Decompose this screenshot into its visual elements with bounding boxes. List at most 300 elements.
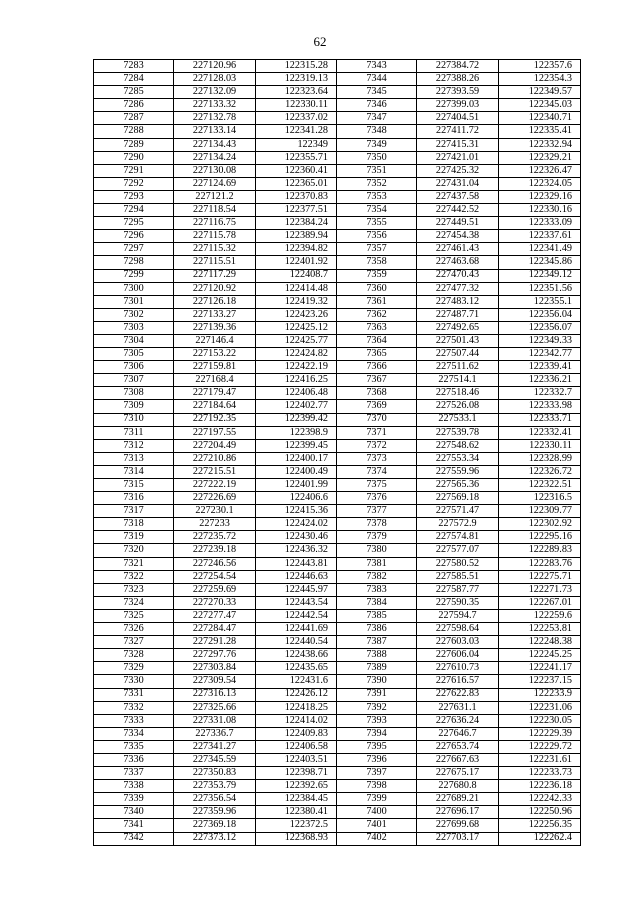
table-row bbox=[94, 204, 581, 217]
x-coordinate-cell: 227146.4 bbox=[174, 334, 256, 347]
x-coordinate-cell: 227345.59 bbox=[174, 753, 256, 766]
y-coordinate-cell: 122326.47 bbox=[499, 164, 581, 177]
table-row bbox=[94, 465, 581, 478]
x-coordinate-cell: 227622.83 bbox=[417, 688, 499, 701]
x-coordinate-cell: 227598.64 bbox=[417, 623, 499, 636]
y-coordinate-cell: 122398.9 bbox=[256, 426, 337, 439]
point-number-cell: 7316 bbox=[94, 492, 174, 505]
x-coordinate-cell: 227133.32 bbox=[174, 99, 256, 112]
y-coordinate-cell: 122245.25 bbox=[499, 649, 581, 662]
x-coordinate-cell: 227449.51 bbox=[417, 217, 499, 230]
point-number-cell: 7327 bbox=[94, 636, 174, 649]
y-coordinate-cell: 122365.01 bbox=[256, 177, 337, 190]
point-number-cell: 7309 bbox=[94, 400, 174, 413]
point-number-cell: 7305 bbox=[94, 348, 174, 361]
point-number-cell: 7359 bbox=[337, 269, 417, 282]
table-row bbox=[94, 387, 581, 400]
x-coordinate-cell: 227421.01 bbox=[417, 151, 499, 164]
y-coordinate-cell: 122345.86 bbox=[499, 256, 581, 269]
x-coordinate-cell: 227539.78 bbox=[417, 426, 499, 439]
table-row bbox=[94, 190, 581, 203]
y-coordinate-cell: 122406.6 bbox=[256, 492, 337, 505]
table-row bbox=[94, 570, 581, 583]
y-coordinate-cell: 122328.99 bbox=[499, 452, 581, 465]
y-coordinate-cell: 122423.26 bbox=[256, 308, 337, 321]
x-coordinate-cell: 227297.76 bbox=[174, 649, 256, 662]
y-coordinate-cell: 122330.11 bbox=[499, 439, 581, 452]
y-coordinate-cell: 122441.69 bbox=[256, 623, 337, 636]
y-coordinate-cell: 122357.6 bbox=[499, 60, 581, 73]
table-row bbox=[94, 452, 581, 465]
x-coordinate-cell: 227230.1 bbox=[174, 505, 256, 518]
point-number-cell: 7303 bbox=[94, 321, 174, 334]
point-number-cell: 7385 bbox=[337, 609, 417, 622]
y-coordinate-cell: 122229.39 bbox=[499, 727, 581, 740]
point-number-cell: 7284 bbox=[94, 73, 174, 86]
point-number-cell: 7335 bbox=[94, 740, 174, 753]
y-coordinate-cell: 122259.6 bbox=[499, 609, 581, 622]
y-coordinate-cell: 122355.71 bbox=[256, 151, 337, 164]
x-coordinate-cell: 227359.96 bbox=[174, 806, 256, 819]
x-coordinate-cell: 227331.08 bbox=[174, 714, 256, 727]
y-coordinate-cell: 122322.51 bbox=[499, 479, 581, 492]
x-coordinate-cell: 227631.1 bbox=[417, 701, 499, 714]
x-coordinate-cell: 227518.46 bbox=[417, 387, 499, 400]
table-row bbox=[94, 177, 581, 190]
y-coordinate-cell: 122384.24 bbox=[256, 217, 337, 230]
x-coordinate-cell: 227159.81 bbox=[174, 361, 256, 374]
point-number-cell: 7301 bbox=[94, 295, 174, 308]
y-coordinate-cell: 122380.41 bbox=[256, 806, 337, 819]
point-number-cell: 7326 bbox=[94, 623, 174, 636]
point-number-cell: 7306 bbox=[94, 361, 174, 374]
table-row bbox=[94, 544, 581, 557]
x-coordinate-cell: 227373.12 bbox=[174, 832, 256, 845]
point-number-cell: 7304 bbox=[94, 334, 174, 347]
table-row bbox=[94, 662, 581, 675]
x-coordinate-cell: 227133.27 bbox=[174, 308, 256, 321]
x-coordinate-cell: 227115.32 bbox=[174, 243, 256, 256]
x-coordinate-cell: 227680.8 bbox=[417, 780, 499, 793]
point-number-cell: 7342 bbox=[94, 832, 174, 845]
point-number-cell: 7348 bbox=[337, 125, 417, 138]
table-row bbox=[94, 413, 581, 426]
table-row bbox=[94, 793, 581, 806]
table-row bbox=[94, 439, 581, 452]
y-coordinate-cell: 122443.54 bbox=[256, 596, 337, 609]
y-coordinate-cell: 122330.16 bbox=[499, 204, 581, 217]
y-coordinate-cell: 122326.72 bbox=[499, 465, 581, 478]
y-coordinate-cell: 122323.64 bbox=[256, 86, 337, 99]
x-coordinate-cell: 227204.49 bbox=[174, 439, 256, 452]
x-coordinate-cell: 227116.75 bbox=[174, 217, 256, 230]
point-number-cell: 7371 bbox=[337, 426, 417, 439]
y-coordinate-cell: 122442.54 bbox=[256, 609, 337, 622]
y-coordinate-cell: 122438.66 bbox=[256, 649, 337, 662]
point-number-cell: 7349 bbox=[337, 138, 417, 151]
y-coordinate-cell: 122426.12 bbox=[256, 688, 337, 701]
point-number-cell: 7334 bbox=[94, 727, 174, 740]
table-row bbox=[94, 374, 581, 387]
point-number-cell: 7388 bbox=[337, 649, 417, 662]
x-coordinate-cell: 227553.34 bbox=[417, 452, 499, 465]
x-coordinate-cell: 227514.1 bbox=[417, 374, 499, 387]
x-coordinate-cell: 227153.22 bbox=[174, 348, 256, 361]
table-row bbox=[94, 308, 581, 321]
point-number-cell: 7285 bbox=[94, 86, 174, 99]
y-coordinate-cell: 122403.51 bbox=[256, 753, 337, 766]
y-coordinate-cell: 122241.17 bbox=[499, 662, 581, 675]
x-coordinate-cell: 227336.7 bbox=[174, 727, 256, 740]
x-coordinate-cell: 227120.92 bbox=[174, 282, 256, 295]
point-number-cell: 7296 bbox=[94, 230, 174, 243]
x-coordinate-cell: 227653.74 bbox=[417, 740, 499, 753]
point-number-cell: 7336 bbox=[94, 753, 174, 766]
point-number-cell: 7292 bbox=[94, 177, 174, 190]
x-coordinate-cell: 227574.81 bbox=[417, 531, 499, 544]
x-coordinate-cell: 227587.77 bbox=[417, 583, 499, 596]
point-number-cell: 7351 bbox=[337, 164, 417, 177]
x-coordinate-cell: 227580.52 bbox=[417, 557, 499, 570]
x-coordinate-cell: 227569.18 bbox=[417, 492, 499, 505]
x-coordinate-cell: 227118.54 bbox=[174, 204, 256, 217]
x-coordinate-cell: 227507.44 bbox=[417, 348, 499, 361]
point-number-cell: 7395 bbox=[337, 740, 417, 753]
table-row bbox=[94, 727, 581, 740]
y-coordinate-cell: 122384.45 bbox=[256, 793, 337, 806]
point-number-cell: 7370 bbox=[337, 413, 417, 426]
x-coordinate-cell: 227120.96 bbox=[174, 60, 256, 73]
x-coordinate-cell: 227239.18 bbox=[174, 544, 256, 557]
y-coordinate-cell: 122408.7 bbox=[256, 269, 337, 282]
y-coordinate-cell: 122418.25 bbox=[256, 701, 337, 714]
point-number-cell: 7293 bbox=[94, 190, 174, 203]
x-coordinate-cell: 227616.57 bbox=[417, 675, 499, 688]
y-coordinate-cell: 122399.42 bbox=[256, 413, 337, 426]
point-number-cell: 7324 bbox=[94, 596, 174, 609]
x-coordinate-cell: 227134.24 bbox=[174, 151, 256, 164]
table-row bbox=[94, 361, 581, 374]
point-number-cell: 7392 bbox=[337, 701, 417, 714]
y-coordinate-cell: 122435.65 bbox=[256, 662, 337, 675]
y-coordinate-cell: 122253.81 bbox=[499, 623, 581, 636]
y-coordinate-cell: 122231.61 bbox=[499, 753, 581, 766]
y-coordinate-cell: 122445.97 bbox=[256, 583, 337, 596]
point-number-cell: 7384 bbox=[337, 596, 417, 609]
x-coordinate-cell: 227501.43 bbox=[417, 334, 499, 347]
y-coordinate-cell: 122262.4 bbox=[499, 832, 581, 845]
table-row bbox=[94, 832, 581, 845]
table-row bbox=[94, 479, 581, 492]
point-number-cell: 7387 bbox=[337, 636, 417, 649]
point-number-cell: 7323 bbox=[94, 583, 174, 596]
x-coordinate-cell: 227689.21 bbox=[417, 793, 499, 806]
y-coordinate-cell: 122230.05 bbox=[499, 714, 581, 727]
point-number-cell: 7314 bbox=[94, 465, 174, 478]
point-number-cell: 7339 bbox=[94, 793, 174, 806]
point-number-cell: 7287 bbox=[94, 112, 174, 125]
point-number-cell: 7355 bbox=[337, 217, 417, 230]
y-coordinate-cell: 122236.18 bbox=[499, 780, 581, 793]
point-number-cell: 7367 bbox=[337, 374, 417, 387]
table-row bbox=[94, 780, 581, 793]
table-row bbox=[94, 426, 581, 439]
x-coordinate-cell: 227124.69 bbox=[174, 177, 256, 190]
x-coordinate-cell: 227572.9 bbox=[417, 518, 499, 531]
y-coordinate-cell: 122406.58 bbox=[256, 740, 337, 753]
table-row bbox=[94, 806, 581, 819]
point-number-cell: 7357 bbox=[337, 243, 417, 256]
x-coordinate-cell: 227233 bbox=[174, 518, 256, 531]
y-coordinate-cell: 122332.94 bbox=[499, 138, 581, 151]
point-number-cell: 7346 bbox=[337, 99, 417, 112]
point-number-cell: 7299 bbox=[94, 269, 174, 282]
x-coordinate-cell: 227115.51 bbox=[174, 256, 256, 269]
x-coordinate-cell: 227565.36 bbox=[417, 479, 499, 492]
y-coordinate-cell: 122415.36 bbox=[256, 505, 337, 518]
x-coordinate-cell: 227316.13 bbox=[174, 688, 256, 701]
x-coordinate-cell: 227132.78 bbox=[174, 112, 256, 125]
y-coordinate-cell: 122271.73 bbox=[499, 583, 581, 596]
table-row bbox=[94, 596, 581, 609]
y-coordinate-cell: 122256.35 bbox=[499, 819, 581, 832]
x-coordinate-cell: 227259.69 bbox=[174, 583, 256, 596]
y-coordinate-cell: 122329.21 bbox=[499, 151, 581, 164]
x-coordinate-cell: 227192.35 bbox=[174, 413, 256, 426]
y-coordinate-cell: 122414.02 bbox=[256, 714, 337, 727]
point-number-cell: 7283 bbox=[94, 60, 174, 73]
y-coordinate-cell: 122275.71 bbox=[499, 570, 581, 583]
y-coordinate-cell: 122424.02 bbox=[256, 518, 337, 531]
y-coordinate-cell: 122370.83 bbox=[256, 190, 337, 203]
table-row bbox=[94, 86, 581, 99]
y-coordinate-cell: 122409.83 bbox=[256, 727, 337, 740]
table-row bbox=[94, 164, 581, 177]
x-coordinate-cell: 227353.79 bbox=[174, 780, 256, 793]
x-coordinate-cell: 227356.54 bbox=[174, 793, 256, 806]
point-number-cell: 7297 bbox=[94, 243, 174, 256]
point-number-cell: 7338 bbox=[94, 780, 174, 793]
y-coordinate-cell: 122394.82 bbox=[256, 243, 337, 256]
table-row bbox=[94, 334, 581, 347]
table-row bbox=[94, 518, 581, 531]
point-number-cell: 7332 bbox=[94, 701, 174, 714]
table-row bbox=[94, 73, 581, 86]
table-row bbox=[94, 321, 581, 334]
table-row bbox=[94, 688, 581, 701]
y-coordinate-cell: 122440.54 bbox=[256, 636, 337, 649]
x-coordinate-cell: 227222.19 bbox=[174, 479, 256, 492]
x-coordinate-cell: 227667.63 bbox=[417, 753, 499, 766]
y-coordinate-cell: 122414.48 bbox=[256, 282, 337, 295]
point-number-cell: 7319 bbox=[94, 531, 174, 544]
y-coordinate-cell: 122351.56 bbox=[499, 282, 581, 295]
y-coordinate-cell: 122392.65 bbox=[256, 780, 337, 793]
y-coordinate-cell: 122267.01 bbox=[499, 596, 581, 609]
y-coordinate-cell: 122250.96 bbox=[499, 806, 581, 819]
y-coordinate-cell: 122335.41 bbox=[499, 125, 581, 138]
x-coordinate-cell: 227134.43 bbox=[174, 138, 256, 151]
y-coordinate-cell: 122401.92 bbox=[256, 256, 337, 269]
x-coordinate-cell: 227404.51 bbox=[417, 112, 499, 125]
x-coordinate-cell: 227303.84 bbox=[174, 662, 256, 675]
point-number-cell: 7378 bbox=[337, 518, 417, 531]
y-coordinate-cell: 122333.71 bbox=[499, 413, 581, 426]
x-coordinate-cell: 227325.66 bbox=[174, 701, 256, 714]
y-coordinate-cell: 122372.5 bbox=[256, 819, 337, 832]
point-number-cell: 7286 bbox=[94, 99, 174, 112]
y-coordinate-cell: 122389.94 bbox=[256, 230, 337, 243]
point-number-cell: 7321 bbox=[94, 557, 174, 570]
x-coordinate-cell: 227636.24 bbox=[417, 714, 499, 727]
x-coordinate-cell: 227254.54 bbox=[174, 570, 256, 583]
x-coordinate-cell: 227533.1 bbox=[417, 413, 499, 426]
y-coordinate-cell: 122398.71 bbox=[256, 767, 337, 780]
y-coordinate-cell: 122430.46 bbox=[256, 531, 337, 544]
point-number-cell: 7290 bbox=[94, 151, 174, 164]
table-row bbox=[94, 99, 581, 112]
table-row bbox=[94, 282, 581, 295]
y-coordinate-cell: 122431.6 bbox=[256, 675, 337, 688]
point-number-cell: 7350 bbox=[337, 151, 417, 164]
x-coordinate-cell: 227411.72 bbox=[417, 125, 499, 138]
table-row bbox=[94, 151, 581, 164]
point-number-cell: 7288 bbox=[94, 125, 174, 138]
table-row bbox=[94, 256, 581, 269]
table-row bbox=[94, 649, 581, 662]
x-coordinate-cell: 227646.7 bbox=[417, 727, 499, 740]
point-number-cell: 7307 bbox=[94, 374, 174, 387]
point-number-cell: 7333 bbox=[94, 714, 174, 727]
x-coordinate-cell: 227341.27 bbox=[174, 740, 256, 753]
y-coordinate-cell: 122436.32 bbox=[256, 544, 337, 557]
table-row bbox=[94, 505, 581, 518]
x-coordinate-cell: 227492.65 bbox=[417, 321, 499, 334]
table-row bbox=[94, 125, 581, 138]
x-coordinate-cell: 227121.2 bbox=[174, 190, 256, 203]
y-coordinate-cell: 122349.33 bbox=[499, 334, 581, 347]
point-number-cell: 7320 bbox=[94, 544, 174, 557]
point-number-cell: 7369 bbox=[337, 400, 417, 413]
x-coordinate-cell: 227703.17 bbox=[417, 832, 499, 845]
y-coordinate-cell: 122401.99 bbox=[256, 479, 337, 492]
x-coordinate-cell: 227487.71 bbox=[417, 308, 499, 321]
table-row bbox=[94, 60, 581, 73]
y-coordinate-cell: 122229.72 bbox=[499, 740, 581, 753]
y-coordinate-cell: 122316.5 bbox=[499, 492, 581, 505]
x-coordinate-cell: 227184.64 bbox=[174, 400, 256, 413]
y-coordinate-cell: 122356.07 bbox=[499, 321, 581, 334]
x-coordinate-cell: 227133.14 bbox=[174, 125, 256, 138]
point-number-cell: 7318 bbox=[94, 518, 174, 531]
point-number-cell: 7389 bbox=[337, 662, 417, 675]
x-coordinate-cell: 227399.03 bbox=[417, 99, 499, 112]
y-coordinate-cell: 122377.51 bbox=[256, 204, 337, 217]
point-number-cell: 7380 bbox=[337, 544, 417, 557]
x-coordinate-cell: 227128.03 bbox=[174, 73, 256, 86]
x-coordinate-cell: 227126.18 bbox=[174, 295, 256, 308]
point-number-cell: 7375 bbox=[337, 479, 417, 492]
x-coordinate-cell: 227309.54 bbox=[174, 675, 256, 688]
point-number-cell: 7347 bbox=[337, 112, 417, 125]
point-number-cell: 7354 bbox=[337, 204, 417, 217]
x-coordinate-cell: 227477.32 bbox=[417, 282, 499, 295]
x-coordinate-cell: 227388.26 bbox=[417, 73, 499, 86]
table-row bbox=[94, 531, 581, 544]
table-row bbox=[94, 217, 581, 230]
point-number-cell: 7364 bbox=[337, 334, 417, 347]
y-coordinate-cell: 122324.05 bbox=[499, 177, 581, 190]
point-number-cell: 7363 bbox=[337, 321, 417, 334]
point-number-cell: 7393 bbox=[337, 714, 417, 727]
coordinates-table bbox=[93, 59, 581, 846]
x-coordinate-cell: 227590.35 bbox=[417, 596, 499, 609]
y-coordinate-cell: 122242.33 bbox=[499, 793, 581, 806]
x-coordinate-cell: 227526.08 bbox=[417, 400, 499, 413]
y-coordinate-cell: 122233.9 bbox=[499, 688, 581, 701]
point-number-cell: 7345 bbox=[337, 86, 417, 99]
x-coordinate-cell: 227696.17 bbox=[417, 806, 499, 819]
x-coordinate-cell: 227431.04 bbox=[417, 177, 499, 190]
point-number-cell: 7399 bbox=[337, 793, 417, 806]
x-coordinate-cell: 227215.51 bbox=[174, 465, 256, 478]
table-row bbox=[94, 819, 581, 832]
point-number-cell: 7386 bbox=[337, 623, 417, 636]
point-number-cell: 7289 bbox=[94, 138, 174, 151]
x-coordinate-cell: 227350.83 bbox=[174, 767, 256, 780]
x-coordinate-cell: 227277.47 bbox=[174, 609, 256, 622]
point-number-cell: 7402 bbox=[337, 832, 417, 845]
point-number-cell: 7291 bbox=[94, 164, 174, 177]
y-coordinate-cell: 122354.3 bbox=[499, 73, 581, 86]
y-coordinate-cell: 122330.11 bbox=[256, 99, 337, 112]
y-coordinate-cell: 122416.25 bbox=[256, 374, 337, 387]
table-row bbox=[94, 492, 581, 505]
point-number-cell: 7329 bbox=[94, 662, 174, 675]
table-row bbox=[94, 701, 581, 714]
point-number-cell: 7374 bbox=[337, 465, 417, 478]
x-coordinate-cell: 227577.07 bbox=[417, 544, 499, 557]
y-coordinate-cell: 122319.13 bbox=[256, 73, 337, 86]
point-number-cell: 7310 bbox=[94, 413, 174, 426]
y-coordinate-cell: 122425.12 bbox=[256, 321, 337, 334]
point-number-cell: 7337 bbox=[94, 767, 174, 780]
y-coordinate-cell: 122339.41 bbox=[499, 361, 581, 374]
point-number-cell: 7372 bbox=[337, 439, 417, 452]
table-row bbox=[94, 295, 581, 308]
y-coordinate-cell: 122289.83 bbox=[499, 544, 581, 557]
point-number-cell: 7358 bbox=[337, 256, 417, 269]
point-number-cell: 7400 bbox=[337, 806, 417, 819]
point-number-cell: 7373 bbox=[337, 452, 417, 465]
table-row bbox=[94, 767, 581, 780]
y-coordinate-cell: 122332.41 bbox=[499, 426, 581, 439]
point-number-cell: 7298 bbox=[94, 256, 174, 269]
point-number-cell: 7396 bbox=[337, 753, 417, 766]
x-coordinate-cell: 227699.68 bbox=[417, 819, 499, 832]
point-number-cell: 7356 bbox=[337, 230, 417, 243]
y-coordinate-cell: 122248.38 bbox=[499, 636, 581, 649]
y-coordinate-cell: 122349 bbox=[256, 138, 337, 151]
y-coordinate-cell: 122302.92 bbox=[499, 518, 581, 531]
point-number-cell: 7360 bbox=[337, 282, 417, 295]
point-number-cell: 7391 bbox=[337, 688, 417, 701]
point-number-cell: 7328 bbox=[94, 649, 174, 662]
y-coordinate-cell: 122425.77 bbox=[256, 334, 337, 347]
y-coordinate-cell: 122349.12 bbox=[499, 269, 581, 282]
x-coordinate-cell: 227168.4 bbox=[174, 374, 256, 387]
x-coordinate-cell: 227606.04 bbox=[417, 649, 499, 662]
